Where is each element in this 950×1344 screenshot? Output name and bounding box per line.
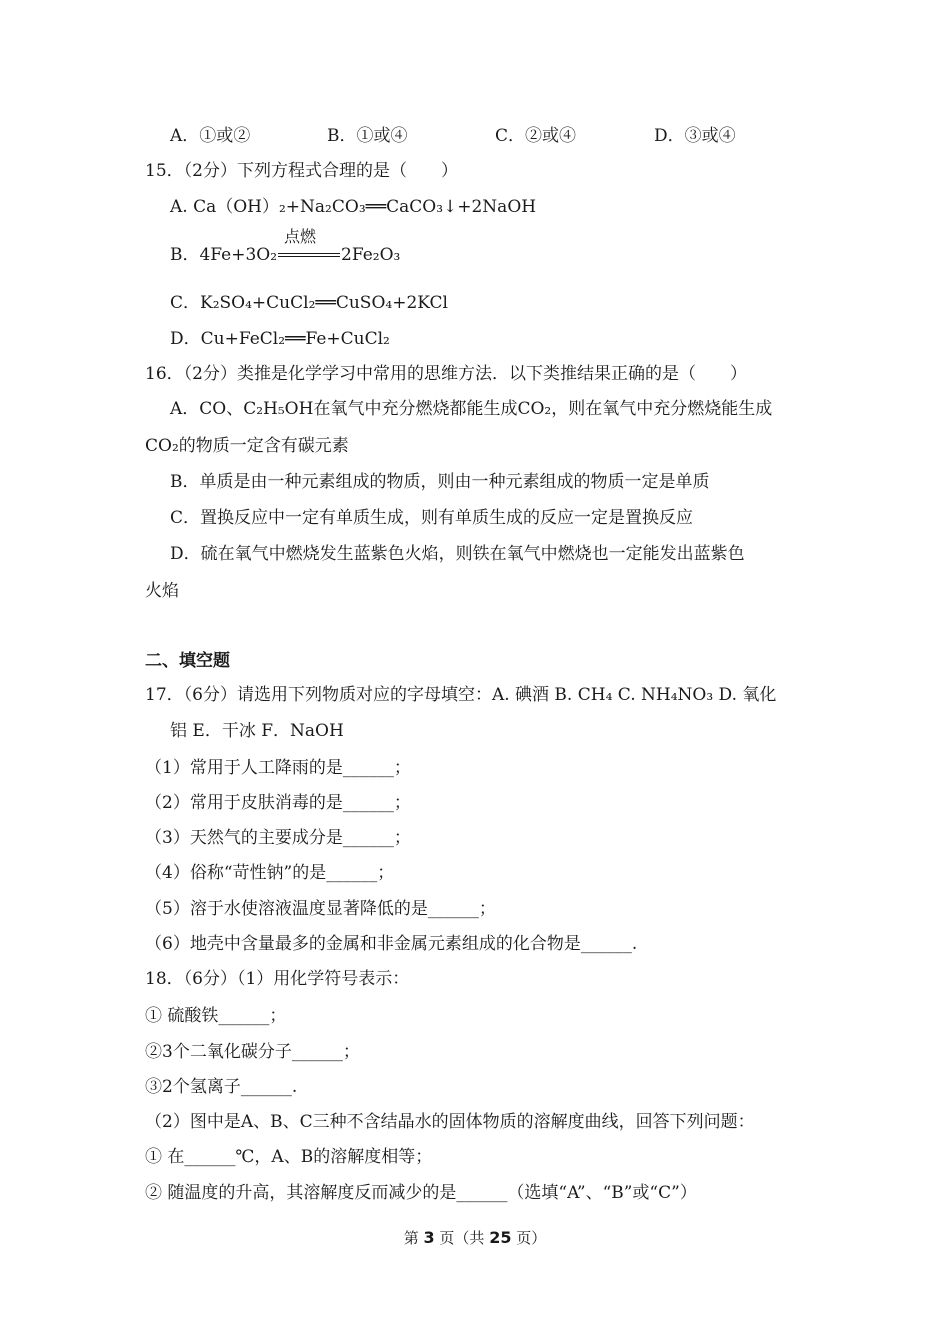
- q18-part2-item-2: ② 随温度的升高，其溶解度反而减少的是______（选填“A”、“B”或“C”）: [145, 1183, 697, 1203]
- q18-item-3: ③2个氢离子______.: [145, 1077, 298, 1097]
- q15-option-a: A. Ca（OH）₂+Na₂CO₃══CaCO₃↓+2NaOH: [170, 197, 537, 217]
- q16-option-d-line1: D．硫在氧气中燃烧发生蓝紫色火焰，则铁在氧气中燃烧也一定能发出蓝紫色: [170, 544, 745, 564]
- q17-item-5: （5）溶于水使溶液温度显著降低的是______；: [145, 899, 496, 919]
- q14-option-d: D．③或④: [654, 126, 736, 146]
- q16-option-c: C．置换反应中一定有单质生成，则有单质生成的反应一定是置换反应: [170, 508, 694, 528]
- q16-option-d-line2: 火焰: [145, 581, 179, 601]
- section-heading: 二、填空题: [145, 651, 230, 671]
- q16-option-a-line2: CO₂的物质一定含有碳元素: [145, 436, 349, 456]
- q14-option-b: B．①或④: [327, 126, 408, 146]
- reaction-condition-label: 点燃: [284, 227, 317, 246]
- q18-stem: 18．（6分）（1）用化学符号表示：: [145, 969, 410, 989]
- footer-prefix: 第: [403, 1229, 424, 1247]
- q16-option-a-line1: A．CO、C₂H₅OH在氧气中充分燃烧都能生成CO₂，则在氧气中充分燃烧能生成: [170, 399, 773, 419]
- q14-option-c: C．②或④: [495, 126, 577, 146]
- q18-part2-stem: （2）图中是A、B、C三种不含结晶水的固体物质的溶解度曲线，回答下列问题：: [145, 1112, 755, 1132]
- q15-option-d: D．Cu+FeCl₂══Fe+CuCl₂: [170, 329, 390, 349]
- q17-item-4: （4）俗称“苛性钠”的是______；: [145, 863, 395, 883]
- q17-item-3: （3）天然气的主要成分是______；: [145, 828, 411, 848]
- q16-stem: 16．（2分）类推是化学学习中常用的思维方法．以下类推结果正确的是（ ）: [145, 364, 747, 384]
- q15-option-b: [170, 227, 401, 266]
- reaction-condition-sign: [278, 227, 340, 266]
- q16-option-b: B．单质是由一种元素组成的物质，则由一种元素组成的物质一定是单质: [170, 472, 710, 492]
- q17-item-2: （2）常用于皮肤消毒的是______；: [145, 793, 411, 813]
- footer-page-number: 3: [423, 1228, 435, 1247]
- q15-option-c: C．K₂SO₄+CuCl₂══CuSO₄+2KCl: [170, 293, 448, 313]
- q18-part2-item-1: ① 在______℃，A、B的溶解度相等；: [145, 1147, 433, 1167]
- q15-stem: 15．（2分）下列方程式合理的是（ ）: [145, 161, 458, 181]
- footer-total-pages: 25: [489, 1228, 512, 1247]
- q15-option-b-products: 2Fe₂O₃: [341, 245, 401, 265]
- q17-item-1: （1）常用于人工降雨的是______；: [145, 758, 411, 778]
- footer-middle: 页（共: [434, 1229, 490, 1247]
- q18-item-1: ① 硫酸铁______；: [145, 1006, 287, 1026]
- q17-stem-line1: 17．（6分）请选用下列物质对应的字母填空：A. 碘酒 B. CH₄ C. NH₄NO₃ D. 氧化: [145, 685, 777, 705]
- page-footer: [0, 1228, 950, 1248]
- footer-suffix: 页）: [511, 1229, 547, 1247]
- q18-item-2: ②3个二氧化碳分子______；: [145, 1042, 360, 1062]
- q14-option-a: A．①或②: [170, 126, 251, 146]
- q15-option-b-reactants: B．4Fe+3O₂: [170, 245, 278, 265]
- q17-item-6: （6）地壳中含量最多的金属和非金属元素组成的化合物是______.: [145, 934, 638, 954]
- q17-stem-line2: 铝 E．干冰 F．NaOH: [170, 721, 344, 741]
